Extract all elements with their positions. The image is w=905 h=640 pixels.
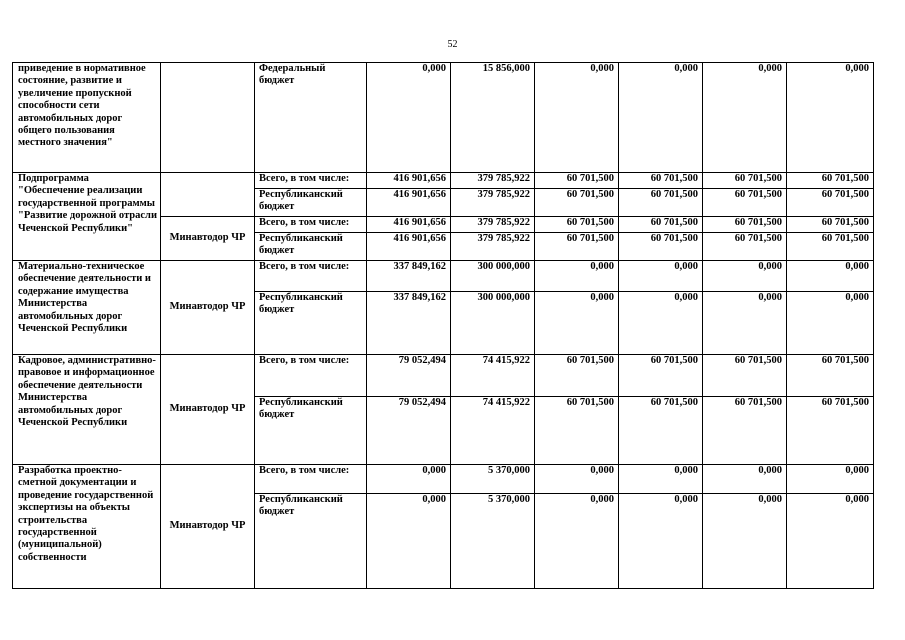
funding-source-cell: Всего, в том числе: — [255, 355, 367, 397]
value-cell: 300 000,000 — [451, 292, 535, 355]
funding-source-cell: Всего, в том числе: — [255, 261, 367, 292]
funding-source-cell: Республиканский бюджет — [255, 494, 367, 589]
value-cell: 0,000 — [535, 494, 619, 589]
table-row — [13, 173, 874, 189]
value-cell: 416 901,656 — [367, 189, 451, 217]
value-cell: 60 701,500 — [703, 189, 787, 217]
value-cell: 0,000 — [535, 465, 619, 494]
value-cell: 0,000 — [367, 63, 451, 173]
table-row — [13, 63, 874, 173]
executor-cell — [161, 63, 255, 173]
value-cell: 60 701,500 — [535, 173, 619, 189]
value-cell: 416 901,656 — [367, 233, 451, 261]
value-cell: 60 701,500 — [787, 217, 874, 233]
budget-table — [12, 62, 874, 589]
funding-source-cell: Всего, в том числе: — [255, 217, 367, 233]
value-cell: 0,000 — [535, 63, 619, 173]
funding-source-cell: Всего, в том числе: — [255, 465, 367, 494]
value-cell: 416 901,656 — [367, 173, 451, 189]
executor-cell: Минавтодор ЧР — [161, 217, 255, 261]
value-cell: 79 052,494 — [367, 397, 451, 465]
event-name-cell: Материально-техническое обеспечение деятельности и содержание имущества Министерства автомобильных дорог Чеченской Республики — [13, 261, 161, 355]
value-cell: 60 701,500 — [619, 189, 703, 217]
funding-source-cell: Республиканский бюджет — [255, 233, 367, 261]
value-cell: 74 415,922 — [451, 397, 535, 465]
value-cell: 60 701,500 — [787, 355, 874, 397]
value-cell: 0,000 — [787, 292, 874, 355]
value-cell: 300 000,000 — [451, 261, 535, 292]
value-cell: 60 701,500 — [787, 233, 874, 261]
value-cell: 379 785,922 — [451, 233, 535, 261]
value-cell: 0,000 — [619, 465, 703, 494]
value-cell: 60 701,500 — [787, 173, 874, 189]
value-cell: 5 370,000 — [451, 494, 535, 589]
value-cell: 60 701,500 — [787, 189, 874, 217]
value-cell: 0,000 — [787, 494, 874, 589]
value-cell: 60 701,500 — [619, 233, 703, 261]
value-cell: 0,000 — [619, 494, 703, 589]
value-cell: 5 370,000 — [451, 465, 535, 494]
value-cell: 0,000 — [535, 292, 619, 355]
value-cell: 60 701,500 — [787, 397, 874, 465]
value-cell: 0,000 — [619, 63, 703, 173]
value-cell: 15 856,000 — [451, 63, 535, 173]
event-name-cell: Кадровое, административно-правовое и информационное обеспечение деятельности Министерства автомобильных дорог Чеченской Республики — [13, 355, 161, 465]
value-cell: 74 415,922 — [451, 355, 535, 397]
value-cell: 60 701,500 — [703, 397, 787, 465]
value-cell: 0,000 — [703, 261, 787, 292]
table-row — [13, 355, 874, 397]
value-cell: 79 052,494 — [367, 355, 451, 397]
value-cell: 0,000 — [367, 465, 451, 494]
executor-cell: Минавтодор ЧР — [161, 465, 255, 589]
table-row — [13, 261, 874, 292]
value-cell: 0,000 — [787, 63, 874, 173]
value-cell: 0,000 — [703, 63, 787, 173]
value-cell: 0,000 — [703, 292, 787, 355]
executor-cell — [161, 173, 255, 217]
value-cell: 60 701,500 — [535, 189, 619, 217]
value-cell: 379 785,922 — [451, 173, 535, 189]
value-cell: 0,000 — [787, 465, 874, 494]
funding-source-cell: Всего, в том числе: — [255, 173, 367, 189]
value-cell: 60 701,500 — [703, 355, 787, 397]
value-cell: 60 701,500 — [535, 355, 619, 397]
value-cell: 60 701,500 — [703, 233, 787, 261]
table-row — [13, 465, 874, 494]
value-cell: 379 785,922 — [451, 189, 535, 217]
value-cell: 379 785,922 — [451, 217, 535, 233]
event-name-cell: Подпрограмма "Обеспечение реализации государственной программы "Развитие дорожной отрасли Чеченской Республики" — [13, 173, 161, 261]
event-name-cell: приведение в нормативное состояние, развитие и увеличение пропускной способности сети автомобильных дорог общего пользования местного значения" — [13, 63, 161, 173]
value-cell: 0,000 — [619, 292, 703, 355]
executor-cell: Минавтодор ЧР — [161, 355, 255, 465]
value-cell: 60 701,500 — [619, 355, 703, 397]
value-cell: 416 901,656 — [367, 217, 451, 233]
page-number: 52 — [447, 39, 458, 50]
executor-cell: Минавтодор ЧР — [161, 261, 255, 355]
value-cell: 60 701,500 — [535, 233, 619, 261]
event-name-cell: Разработка проектно-сметной документации и проведение государственной экспертизы на объекты строительства государственной (муниципальной) собственности — [13, 465, 161, 589]
value-cell: 60 701,500 — [619, 173, 703, 189]
value-cell: 337 849,162 — [367, 292, 451, 355]
value-cell: 0,000 — [367, 494, 451, 589]
value-cell: 60 701,500 — [703, 217, 787, 233]
funding-source-cell: Федеральный бюджет — [255, 63, 367, 173]
funding-source-cell: Республиканский бюджет — [255, 397, 367, 465]
value-cell: 60 701,500 — [535, 397, 619, 465]
value-cell: 0,000 — [619, 261, 703, 292]
funding-source-cell: Республиканский бюджет — [255, 189, 367, 217]
value-cell: 60 701,500 — [619, 397, 703, 465]
value-cell: 60 701,500 — [703, 173, 787, 189]
value-cell: 60 701,500 — [619, 217, 703, 233]
funding-source-cell: Республиканский бюджет — [255, 292, 367, 355]
value-cell: 0,000 — [535, 261, 619, 292]
value-cell: 337 849,162 — [367, 261, 451, 292]
value-cell: 0,000 — [703, 465, 787, 494]
value-cell: 0,000 — [787, 261, 874, 292]
value-cell: 60 701,500 — [535, 217, 619, 233]
value-cell: 0,000 — [703, 494, 787, 589]
